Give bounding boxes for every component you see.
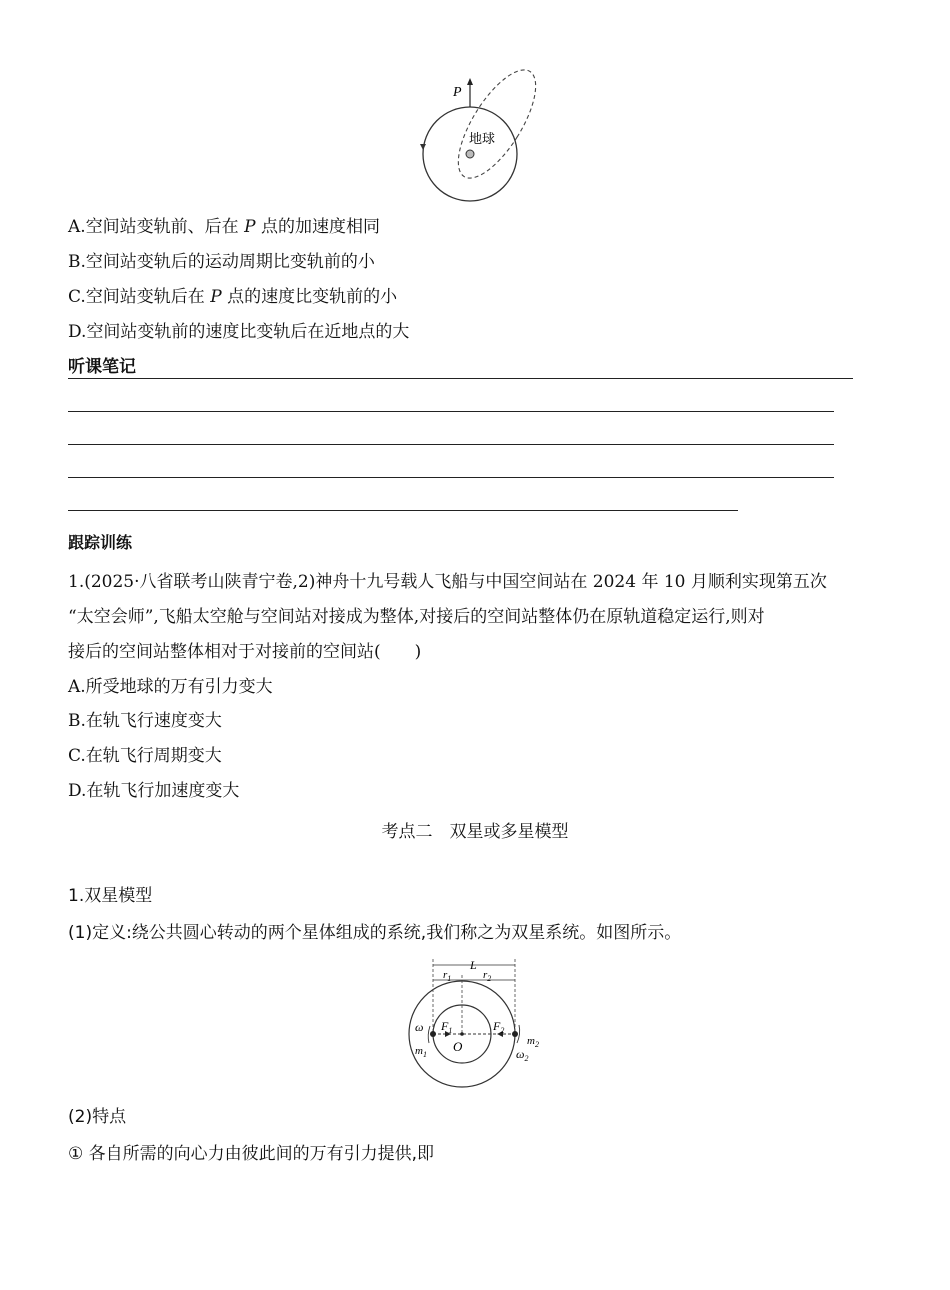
label-omega2: $\omega_2$ [516,1047,529,1063]
star-m2 [512,1031,518,1037]
label-o: O [453,1039,463,1054]
definition: (1)定义:绕公共圆心转动的两个星体组成的系统,我们称之为双星系统。如图所示。 [68,923,682,943]
practice-question-line1: 1.(2025·八省联考山陕青宁卷,2)神舟十九号载人飞船与中国空间站在 2024 年 10 月顺利实现第五次 [68,572,827,592]
center-o [460,1032,464,1036]
label-r2: $r_2$ [483,969,492,983]
practice-heading: 跟踪训练 [68,533,133,552]
notes-line[interactable] [68,477,834,478]
practice-question-line2: “太空会师”,飞船太空舱与空间站对接成为整体,对接后的空间站整体仍在原轨道稳定运行,则对 [68,607,765,627]
direction-arrow [420,144,426,150]
label-m2: $m_2$ [527,1035,539,1049]
notes-rule-top [68,378,853,379]
practice-option-b: B.在轨飞行速度变大 [68,711,222,731]
features-heading: (2)特点 [68,1107,127,1127]
option-a: A.空间站变轨前、后在 P 点的加速度相同 [68,217,380,237]
practice-question-line3: 接后的空间站整体相对于对接前的空间站( ) [68,642,422,662]
label-earth: 地球 [469,131,496,146]
notes-line[interactable] [68,510,738,511]
binary-star-diagram [405,955,555,1095]
earth [466,150,474,158]
label-f2: $F_2$ [493,1019,505,1035]
notes-line[interactable] [68,411,834,412]
label-m1: $m_1$ [415,1045,427,1059]
practice-option-c: C.在轨飞行周期变大 [68,746,222,766]
label-p: P [453,85,462,100]
option-c: C.空间站变轨后在 P 点的速度比变轨前的小 [68,287,398,307]
label-f1: $F_1$ [441,1019,453,1035]
label-r1: $r_1$ [443,969,452,983]
arrow-head [467,78,473,85]
notes-heading: 听课笔记 [68,357,136,377]
feature-point-1: ① 各自所需的向心力由彼此间的万有引力提供,即 [68,1144,435,1164]
notes-line[interactable] [68,444,834,445]
star-m1 [430,1031,436,1037]
sub-heading-binary-model: 1.双星模型 [68,886,153,906]
section-title: 考点二 双星或多星模型 [381,822,569,842]
label-l: L [470,958,477,972]
practice-option-d: D.在轨飞行加速度变大 [68,781,240,801]
option-d: D.空间站变轨前的速度比变轨后在近地点的大 [68,322,410,342]
orbit-diagram [410,68,550,203]
option-b: B.空间站变轨后的运动周期比变轨前的小 [68,252,375,272]
rotation-arrow-1 [428,1026,430,1043]
practice-option-a: A.所受地球的万有引力变大 [68,677,273,697]
label-omega: ω [415,1020,424,1034]
